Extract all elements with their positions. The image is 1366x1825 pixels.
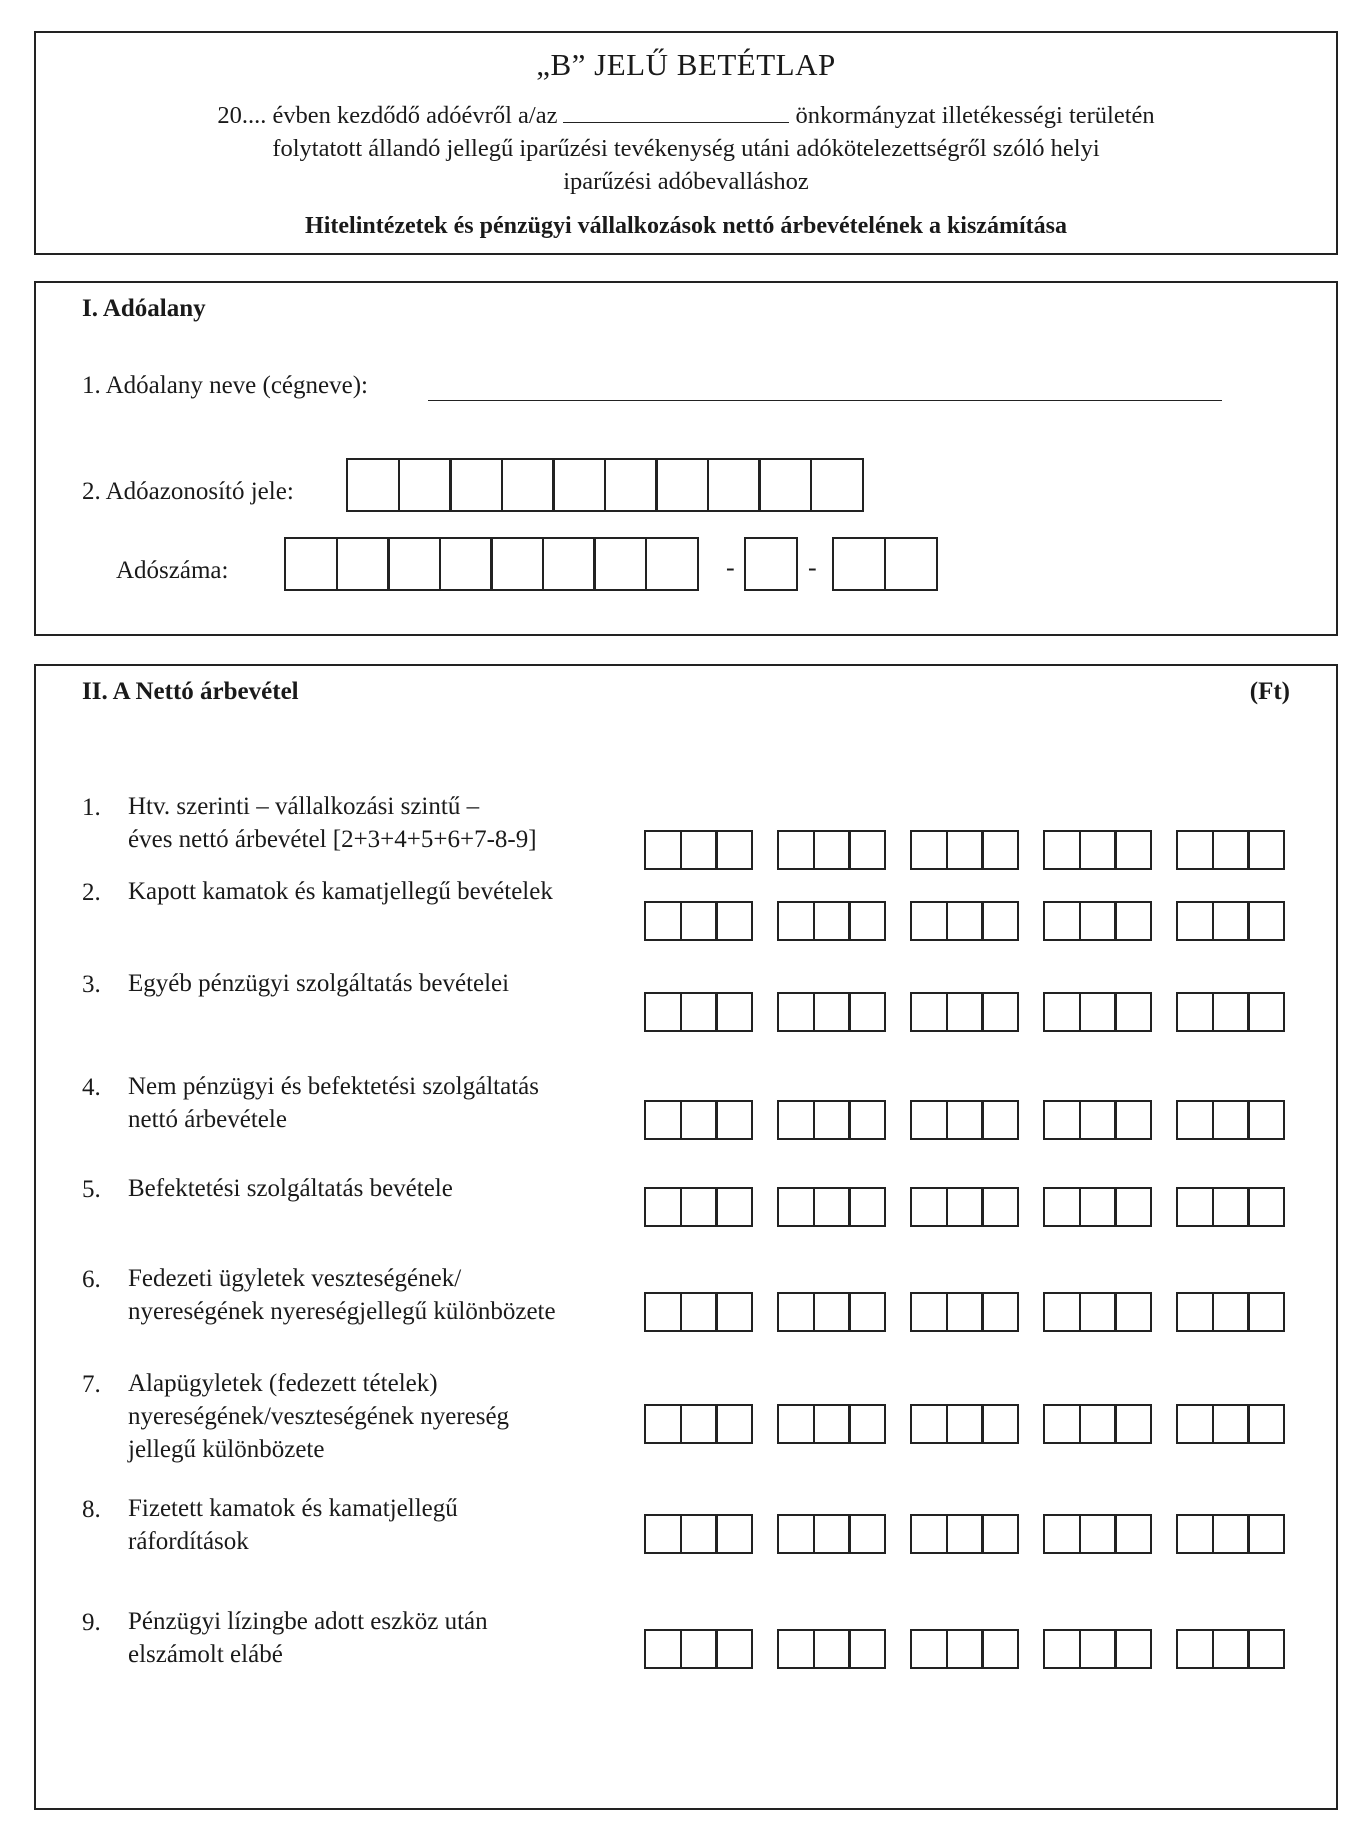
taxpayer-name-field[interactable] [428,400,1222,401]
amount-digit-group [644,1100,753,1140]
amount-digit-cell[interactable] [1079,830,1117,870]
revenue-amount-field[interactable] [644,1292,1285,1332]
amount-digit-group [910,1514,1019,1554]
amount-digit-cell[interactable] [715,1404,753,1444]
amount-digit-cell[interactable] [848,1404,886,1444]
amount-digit-cell[interactable] [981,1404,1019,1444]
amount-digit-group [1176,1292,1285,1332]
tax-id-cell[interactable] [758,458,812,512]
amount-digit-cell[interactable] [680,992,718,1032]
amount-digit-cell[interactable] [1212,830,1250,870]
tax-number-label: Adószáma: [116,557,229,584]
amount-digit-cell[interactable] [946,1187,984,1227]
amount-digit-cell[interactable] [1043,1514,1081,1554]
form-header [34,31,1338,255]
amount-digit-cell[interactable] [1247,1100,1285,1140]
amount-digit-cell[interactable] [644,1404,682,1444]
tax-id-cell[interactable] [707,458,761,512]
amount-digit-cell[interactable] [644,1514,682,1554]
amount-digit-cell[interactable] [680,830,718,870]
tax-number-cell[interactable] [542,537,596,591]
tax-number-cell[interactable] [645,537,699,591]
amount-digit-group [1043,1404,1152,1444]
amount-digit-cell[interactable] [1247,992,1285,1032]
amount-digit-cell[interactable] [813,830,851,870]
amount-digit-group [777,1292,886,1332]
taxpayer-name-label: 1. Adóalany neve (cégneve): [82,372,368,399]
amount-digit-cell[interactable] [1176,1187,1214,1227]
amount-digit-group [644,1404,753,1444]
tax-number-main-cells[interactable] [284,537,699,591]
amount-digit-cell[interactable] [1043,1187,1081,1227]
amount-digit-cell[interactable] [1247,901,1285,941]
tax-number-cell[interactable] [490,537,544,591]
amount-digit-cell[interactable] [910,901,948,941]
amount-digit-group [644,1629,753,1669]
tax-number-cell[interactable] [439,537,493,591]
amount-digit-cell[interactable] [1043,1100,1081,1140]
amount-digit-group [777,1514,886,1554]
amount-digit-cell[interactable] [848,992,886,1032]
amount-digit-cell[interactable] [981,992,1019,1032]
amount-digit-cell[interactable] [813,1629,851,1669]
amount-digit-cell[interactable] [777,1629,815,1669]
amount-digit-group [910,1629,1019,1669]
amount-digit-cell[interactable] [715,1292,753,1332]
amount-digit-cell[interactable] [946,992,984,1032]
amount-digit-group [910,992,1019,1032]
revenue-row-label: Alapügyletek (fedezett tételek) nyereségének/veszteségének nyereség jellegű különbözete [128,1370,510,1463]
tax-number-cell[interactable] [284,537,338,591]
tax-number-cell[interactable] [884,537,938,591]
tax-id-cell[interactable] [810,458,864,512]
amount-digit-cell[interactable] [715,1629,753,1669]
amount-digit-cell[interactable] [848,901,886,941]
tax-id-cell[interactable] [501,458,555,512]
amount-digit-cell[interactable] [777,992,815,1032]
form-title: „B” JELŰ BETÉTLAP [536,47,836,82]
revenue-row-label: Htv. szerinti – vállalkozási szintű – éves nettó árbevétel [2+3+4+5+6+7-8-9] [128,793,537,853]
amount-digit-cell[interactable] [946,1100,984,1140]
currency-unit: (Ft) [1249,678,1290,705]
amount-digit-cell[interactable] [1114,1404,1152,1444]
amount-digit-cell[interactable] [813,1100,851,1140]
amount-digit-cell[interactable] [813,992,851,1032]
amount-digit-cell[interactable] [680,1187,718,1227]
amount-digit-cell[interactable] [1176,1404,1214,1444]
amount-digit-cell[interactable] [1114,901,1152,941]
form-header-line-2: folytatott állandó jellegű iparűzési tevékenység utáni adókötelezettségről szóló helyi [272,135,1100,162]
municipality-blank[interactable] [563,100,789,123]
amount-digit-cell[interactable] [644,992,682,1032]
amount-digit-cell[interactable] [946,1404,984,1444]
amount-digit-group [910,1100,1019,1140]
revenue-amount-field[interactable] [644,901,1285,941]
amount-digit-cell[interactable] [981,901,1019,941]
revenue-row-label: Pénzügyi lízingbe adott eszköz után elszámolt elábé [128,1608,488,1668]
amount-digit-group [910,830,1019,870]
revenue-amount-field[interactable] [644,1100,1285,1140]
revenue-row-number: 6. [82,1266,101,1293]
amount-digit-group [777,1629,886,1669]
amount-digit-cell[interactable] [981,830,1019,870]
amount-digit-cell[interactable] [946,1514,984,1554]
form-header-line-3: iparűzési adóbevalláshoz [563,168,809,195]
tax-id-cell[interactable] [552,458,606,512]
form-subtitle: Hitelintézetek és pénzügyi vállalkozások nettó árbevételének a kiszámítása [305,213,1067,239]
tax-id-cell[interactable] [346,458,400,512]
amount-digit-group [910,901,1019,941]
section-net-revenue [34,664,1338,1810]
amount-digit-cell[interactable] [813,1292,851,1332]
amount-digit-cell[interactable] [1212,1514,1250,1554]
revenue-row-label: Kapott kamatok és kamatjellegű bevételek [128,878,553,905]
amount-digit-group [644,1514,753,1554]
amount-digit-cell[interactable] [680,1404,718,1444]
amount-digit-cell[interactable] [1079,992,1117,1032]
amount-digit-cell[interactable] [910,1629,948,1669]
revenue-amount-field[interactable] [644,1514,1285,1554]
amount-digit-cell[interactable] [715,992,753,1032]
revenue-row-number: 2. [82,879,101,906]
amount-digit-cell[interactable] [981,1629,1019,1669]
revenue-row-number: 8. [82,1496,101,1523]
amount-digit-cell[interactable] [1247,830,1285,870]
amount-digit-cell[interactable] [1247,1292,1285,1332]
revenue-row-number: 1. [82,794,101,821]
amount-digit-cell[interactable] [981,1100,1019,1140]
amount-digit-cell[interactable] [680,1629,718,1669]
amount-digit-cell[interactable] [1043,1404,1081,1444]
tax-number-vat-cell[interactable] [744,537,798,591]
amount-digit-cell[interactable] [777,830,815,870]
amount-digit-cell[interactable] [1043,901,1081,941]
amount-digit-cell[interactable] [1114,1629,1152,1669]
amount-digit-cell[interactable] [1247,1404,1285,1444]
amount-digit-cell[interactable] [644,1187,682,1227]
amount-digit-cell[interactable] [1079,1629,1117,1669]
amount-digit-cell[interactable] [1114,1100,1152,1140]
amount-digit-cell[interactable] [910,830,948,870]
revenue-row-label: Fizetett kamatok és kamatjellegű ráfordítások [128,1495,458,1555]
amount-digit-cell[interactable] [1212,1629,1250,1669]
amount-digit-cell[interactable] [777,1100,815,1140]
amount-digit-cell[interactable] [1043,1629,1081,1669]
amount-digit-cell[interactable] [848,1629,886,1669]
section-taxpayer [34,281,1338,636]
amount-digit-cell[interactable] [1212,901,1250,941]
amount-digit-group [1043,1100,1152,1140]
tax-id-cell[interactable] [655,458,709,512]
tax-number-cell[interactable] [593,537,647,591]
amount-digit-group [777,830,886,870]
amount-digit-group [910,1404,1019,1444]
amount-digit-cell[interactable] [1114,830,1152,870]
amount-digit-group [644,1187,753,1227]
amount-digit-cell[interactable] [981,1187,1019,1227]
amount-digit-cell[interactable] [777,1292,815,1332]
tax-number-separator: - [808,553,817,582]
amount-digit-cell[interactable] [777,1187,815,1227]
amount-digit-cell[interactable] [1176,830,1214,870]
amount-digit-cell[interactable] [981,1292,1019,1332]
amount-digit-cell[interactable] [1079,1514,1117,1554]
tax-id-label: 2. Adóazonosító jele: [82,478,294,505]
form-header-line-1 [36,99,1336,132]
amount-digit-cell[interactable] [848,1514,886,1554]
amount-digit-group [1043,992,1152,1032]
amount-digit-cell[interactable] [1114,992,1152,1032]
amount-digit-cell[interactable] [1079,1292,1117,1332]
tax-number-county-cells[interactable] [832,537,938,591]
amount-digit-group [1176,992,1285,1032]
amount-digit-cell[interactable] [813,1187,851,1227]
amount-digit-cell[interactable] [1247,1629,1285,1669]
amount-digit-cell[interactable] [1176,1514,1214,1554]
amount-digit-cell[interactable] [715,1100,753,1140]
amount-digit-cell[interactable] [813,1514,851,1554]
revenue-row-number: 3. [82,971,101,998]
amount-digit-cell[interactable] [680,901,718,941]
amount-digit-cell[interactable] [644,830,682,870]
amount-digit-cell[interactable] [946,901,984,941]
amount-digit-cell[interactable] [910,1514,948,1554]
amount-digit-cell[interactable] [946,1292,984,1332]
amount-digit-cell[interactable] [1247,1514,1285,1554]
amount-digit-cell[interactable] [848,1187,886,1227]
amount-digit-group [1176,830,1285,870]
amount-digit-cell[interactable] [1114,1514,1152,1554]
amount-digit-group [644,1292,753,1332]
amount-digit-group [777,1100,886,1140]
tax-number-cell[interactable] [744,537,798,591]
amount-digit-cell[interactable] [1079,1187,1117,1227]
amount-digit-cell[interactable] [1114,1292,1152,1332]
amount-digit-cell[interactable] [644,1292,682,1332]
amount-digit-group [1043,1514,1152,1554]
revenue-amount-field[interactable] [644,992,1285,1032]
amount-digit-cell[interactable] [910,1100,948,1140]
amount-digit-cell[interactable] [1043,830,1081,870]
amount-digit-cell[interactable] [848,830,886,870]
amount-digit-cell[interactable] [680,1292,718,1332]
amount-digit-group [777,1187,886,1227]
amount-digit-cell[interactable] [910,1187,948,1227]
revenue-amount-field[interactable] [644,1404,1285,1444]
amount-digit-cell[interactable] [1212,1187,1250,1227]
amount-digit-cell[interactable] [910,1404,948,1444]
amount-digit-cell[interactable] [644,1629,682,1669]
amount-digit-cell[interactable] [1043,992,1081,1032]
amount-digit-cell[interactable] [715,1187,753,1227]
amount-digit-cell[interactable] [1247,1187,1285,1227]
revenue-row-number: 7. [82,1371,101,1398]
amount-digit-group [1043,1187,1152,1227]
amount-digit-group [1043,1629,1152,1669]
amount-digit-cell[interactable] [946,830,984,870]
section-1-heading: I. Adóalany [82,295,206,322]
amount-digit-cell[interactable] [981,1514,1019,1554]
amount-digit-cell[interactable] [715,1514,753,1554]
amount-digit-cell[interactable] [1079,1404,1117,1444]
revenue-row-number: 4. [82,1074,101,1101]
amount-digit-cell[interactable] [777,901,815,941]
amount-digit-cell[interactable] [1114,1187,1152,1227]
amount-digit-group [1176,1629,1285,1669]
amount-digit-group [1176,1187,1285,1227]
amount-digit-cell[interactable] [680,1100,718,1140]
tax-number-cell[interactable] [387,537,441,591]
amount-digit-group [910,1187,1019,1227]
tax-number-separator: - [726,553,735,582]
amount-digit-cell[interactable] [777,1514,815,1554]
amount-digit-cell[interactable] [910,1292,948,1332]
amount-digit-cell[interactable] [848,1100,886,1140]
revenue-amount-field[interactable] [644,1187,1285,1227]
amount-digit-cell[interactable] [644,1100,682,1140]
amount-digit-cell[interactable] [910,992,948,1032]
revenue-amount-field[interactable] [644,830,1285,870]
amount-digit-group [1176,1100,1285,1140]
section-2-heading: II. A Nettó árbevétel [82,678,299,705]
amount-digit-cell[interactable] [848,1292,886,1332]
amount-digit-cell[interactable] [1176,1629,1214,1669]
amount-digit-cell[interactable] [946,1629,984,1669]
tax-id-cells[interactable] [346,458,864,512]
amount-digit-group [1176,901,1285,941]
revenue-row-label: Befektetési szolgáltatás bevétele [128,1175,453,1202]
revenue-row-number: 9. [82,1609,101,1636]
revenue-row-label: Egyéb pénzügyi szolgáltatás bevételei [128,970,510,997]
amount-digit-cell[interactable] [1079,901,1117,941]
header-line1-end: önkormányzat illetékességi területén [795,102,1155,129]
amount-digit-cell[interactable] [680,1514,718,1554]
revenue-row-label: Fedezeti ügyletek veszteségének/ nyereségének nyereségjellegű különbözete [128,1265,556,1325]
tax-id-cell[interactable] [398,458,452,512]
amount-digit-group [910,1292,1019,1332]
amount-digit-group [777,901,886,941]
tax-id-cell[interactable] [604,458,658,512]
amount-digit-group [644,830,753,870]
amount-digit-cell[interactable] [1212,1404,1250,1444]
amount-digit-cell[interactable] [1212,992,1250,1032]
tax-number-cell[interactable] [832,537,886,591]
amount-digit-cell[interactable] [1212,1100,1250,1140]
amount-digit-cell[interactable] [813,1404,851,1444]
amount-digit-cell[interactable] [777,1404,815,1444]
amount-digit-cell[interactable] [715,830,753,870]
tax-id-cell[interactable] [449,458,503,512]
revenue-row-label: Nem pénzügyi és befektetési szolgáltatás nettó árbevétele [128,1073,539,1133]
amount-digit-group [1043,1292,1152,1332]
amount-digit-cell[interactable] [715,901,753,941]
amount-digit-group [644,901,753,941]
amount-digit-cell[interactable] [1176,1100,1214,1140]
amount-digit-group [1043,830,1152,870]
amount-digit-group [1043,901,1152,941]
amount-digit-cell[interactable] [1043,1292,1081,1332]
amount-digit-cell[interactable] [1176,901,1214,941]
amount-digit-cell[interactable] [1212,1292,1250,1332]
amount-digit-cell[interactable] [1176,992,1214,1032]
amount-digit-group [1176,1514,1285,1554]
amount-digit-cell[interactable] [1176,1292,1214,1332]
revenue-amount-field[interactable] [644,1629,1285,1669]
header-line1-start: 20.... évben kezdődő adóévről a/az [217,102,558,129]
revenue-row-number: 5. [82,1176,101,1203]
amount-digit-group [777,1404,886,1444]
amount-digit-group [1176,1404,1285,1444]
amount-digit-group [777,992,886,1032]
amount-digit-cell[interactable] [1079,1100,1117,1140]
amount-digit-group [644,992,753,1032]
amount-digit-cell[interactable] [644,901,682,941]
tax-number-cell[interactable] [336,537,390,591]
amount-digit-cell[interactable] [813,901,851,941]
